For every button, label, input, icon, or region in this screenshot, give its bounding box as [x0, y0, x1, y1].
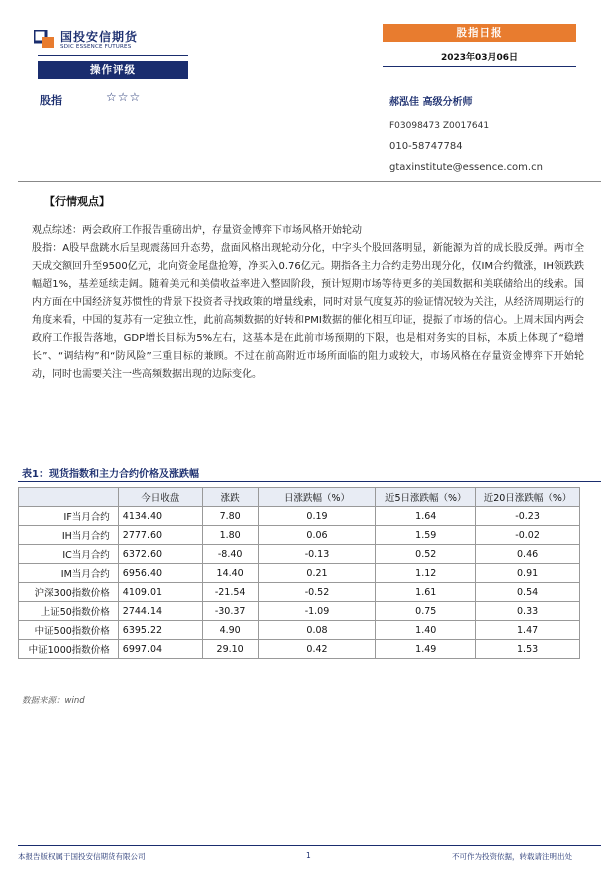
summary-line: 观点综述：两会政府工作报告重磅出炉，存量资金博弈下市场风格开始轮动	[32, 225, 362, 236]
table-cell: 29.10	[202, 640, 258, 659]
table-cell: 中证500指数价格	[19, 621, 119, 640]
table-cell: 上证50指数价格	[19, 602, 119, 621]
table-header-cell: 今日收盘	[118, 488, 202, 507]
table-header-cell: 近5日涨跌幅（%）	[376, 488, 476, 507]
header-rule-right	[383, 66, 576, 67]
table-cell: 0.75	[376, 602, 476, 621]
table-header-cell	[19, 488, 119, 507]
table-row	[19, 621, 580, 640]
table-cell: 1.53	[476, 640, 580, 659]
table-cell: -0.52	[258, 583, 376, 602]
table-cell: IH当月合约	[19, 526, 119, 545]
table-header-cell: 涨跌	[202, 488, 258, 507]
rating-stars: ☆☆☆	[106, 90, 142, 104]
table-cell: 6997.04	[118, 640, 202, 659]
table-cell: 1.47	[476, 621, 580, 640]
table-cell: 0.52	[376, 545, 476, 564]
table-cell: 0.08	[258, 621, 376, 640]
table-cell: 中证1000指数价格	[19, 640, 119, 659]
table-cell: 7.80	[202, 507, 258, 526]
table-cell: 1.61	[376, 583, 476, 602]
table-cell: 6395.22	[118, 621, 202, 640]
analyst-phone: 010-58747784	[389, 141, 463, 152]
table-header-row	[19, 488, 580, 507]
table-cell: 2744.14	[118, 602, 202, 621]
table-cell: 沪深300指数价格	[19, 583, 119, 602]
table-cell: IF当月合约	[19, 507, 119, 526]
market-commentary: 股指：A股早盘跳水后呈现震荡回升态势，盘面风格出现轮动分化，中字头个股回落明显，新能源为首的成长股反弹。两市全天成交额回升至9500亿元，北向资金尾盘抢筹，净买入0.76亿元。期指各主力合约走势出现分化，仅IM合约微涨，IH领跌跌幅超1%，基差延续走阔。随着美元和美债收益率进入整固阶段，预计短期市场等待更多的美国数据和美联储给出的线索。国内方面在中国经济复苏惯性的背景下投资者寻找政策的增量线索，同时对景气度复苏的验证情况较为关注，从经济周期运行的角度来看，中国的复苏有一定独立性，此前高频数据的好转和PMI数据的催化相互印证，提振了市场的信心。上周末国内两会政府工作报告落地，GDP增长目标为5%左右，这基本是在此前市场预期的下限，也是相对务实的目标，本质上体现了“稳增长”、“调结构”和“防风险”三重目标的兼顾。不过在前高附近市场所面临的阻力或较大，市场风格在存量资金博弈下开始轮动，同时也需要关注一些高频数据出现的边际变化。	[32, 243, 584, 380]
table-row	[19, 545, 580, 564]
footer-disclaimer: 不可作为投资依据，转载请注明出处	[452, 852, 572, 861]
table-cell: 0.06	[258, 526, 376, 545]
table-title-rule	[18, 481, 601, 482]
table-cell: 1.49	[376, 640, 476, 659]
table-cell: 0.19	[258, 507, 376, 526]
report-type-badge: 股指日报	[383, 24, 576, 42]
table-cell: IC当月合约	[19, 545, 119, 564]
section-title: 【行情观点】	[44, 195, 110, 208]
table-row	[19, 602, 580, 621]
table-cell: 6956.40	[118, 564, 202, 583]
table-cell: -0.13	[258, 545, 376, 564]
rated-item: 股指	[40, 94, 62, 107]
table-cell: 0.46	[476, 545, 580, 564]
company-logo-icon	[34, 30, 54, 48]
table-cell: 2777.60	[118, 526, 202, 545]
table-cell: -0.23	[476, 507, 580, 526]
table-cell: 0.91	[476, 564, 580, 583]
table-title: 表1：现货指数和主力合约价格及涨跌幅	[22, 469, 199, 480]
analyst-email[interactable]: gtaxinstitute@essence.com.cn	[389, 162, 543, 173]
table-cell: 6372.60	[118, 545, 202, 564]
table-row	[19, 640, 580, 659]
table-cell: 0.21	[258, 564, 376, 583]
table-row	[19, 564, 580, 583]
table-cell: -1.09	[258, 602, 376, 621]
footer-copyright: 本报告版权属于国投安信期货有限公司	[18, 852, 146, 861]
analyst-name: 郝泓佳 高级分析师	[389, 97, 473, 108]
table-cell: 1.64	[376, 507, 476, 526]
table-header-cell: 近20日涨跌幅（%）	[476, 488, 580, 507]
table-cell: 0.33	[476, 602, 580, 621]
table-cell: -8.40	[202, 545, 258, 564]
table-cell: -21.54	[202, 583, 258, 602]
analyst-cert: F03098473 Z0017641	[389, 121, 490, 131]
table-cell: 1.59	[376, 526, 476, 545]
table-cell: 0.42	[258, 640, 376, 659]
table-row	[19, 507, 580, 526]
table-cell: 1.12	[376, 564, 476, 583]
rating-label-badge: 操作评级	[38, 61, 188, 79]
table-header-cell: 日涨跌幅（%）	[258, 488, 376, 507]
company-name-cn: 国投安信期货	[60, 30, 139, 44]
table-row	[19, 526, 580, 545]
table-cell: 14.40	[202, 564, 258, 583]
table-cell: IM当月合约	[19, 564, 119, 583]
table-cell: 0.54	[476, 583, 580, 602]
table-cell: 1.40	[376, 621, 476, 640]
table-cell: 4109.01	[118, 583, 202, 602]
header-divider	[18, 181, 601, 182]
table-row	[19, 583, 580, 602]
price-table	[18, 487, 580, 659]
table-cell: -0.02	[476, 526, 580, 545]
table-cell: 4.90	[202, 621, 258, 640]
table-cell: -30.37	[202, 602, 258, 621]
data-source: 数据来源：wind	[22, 696, 85, 706]
report-date: 2023年03月06日	[440, 53, 519, 63]
header-rule-left	[38, 55, 188, 56]
footer-rule	[18, 845, 601, 846]
table-cell: 1.80	[202, 526, 258, 545]
page-number: 1	[306, 851, 311, 860]
company-name-en: SDIC ESSENCE FUTURES	[60, 44, 132, 50]
table-cell: 4134.40	[118, 507, 202, 526]
